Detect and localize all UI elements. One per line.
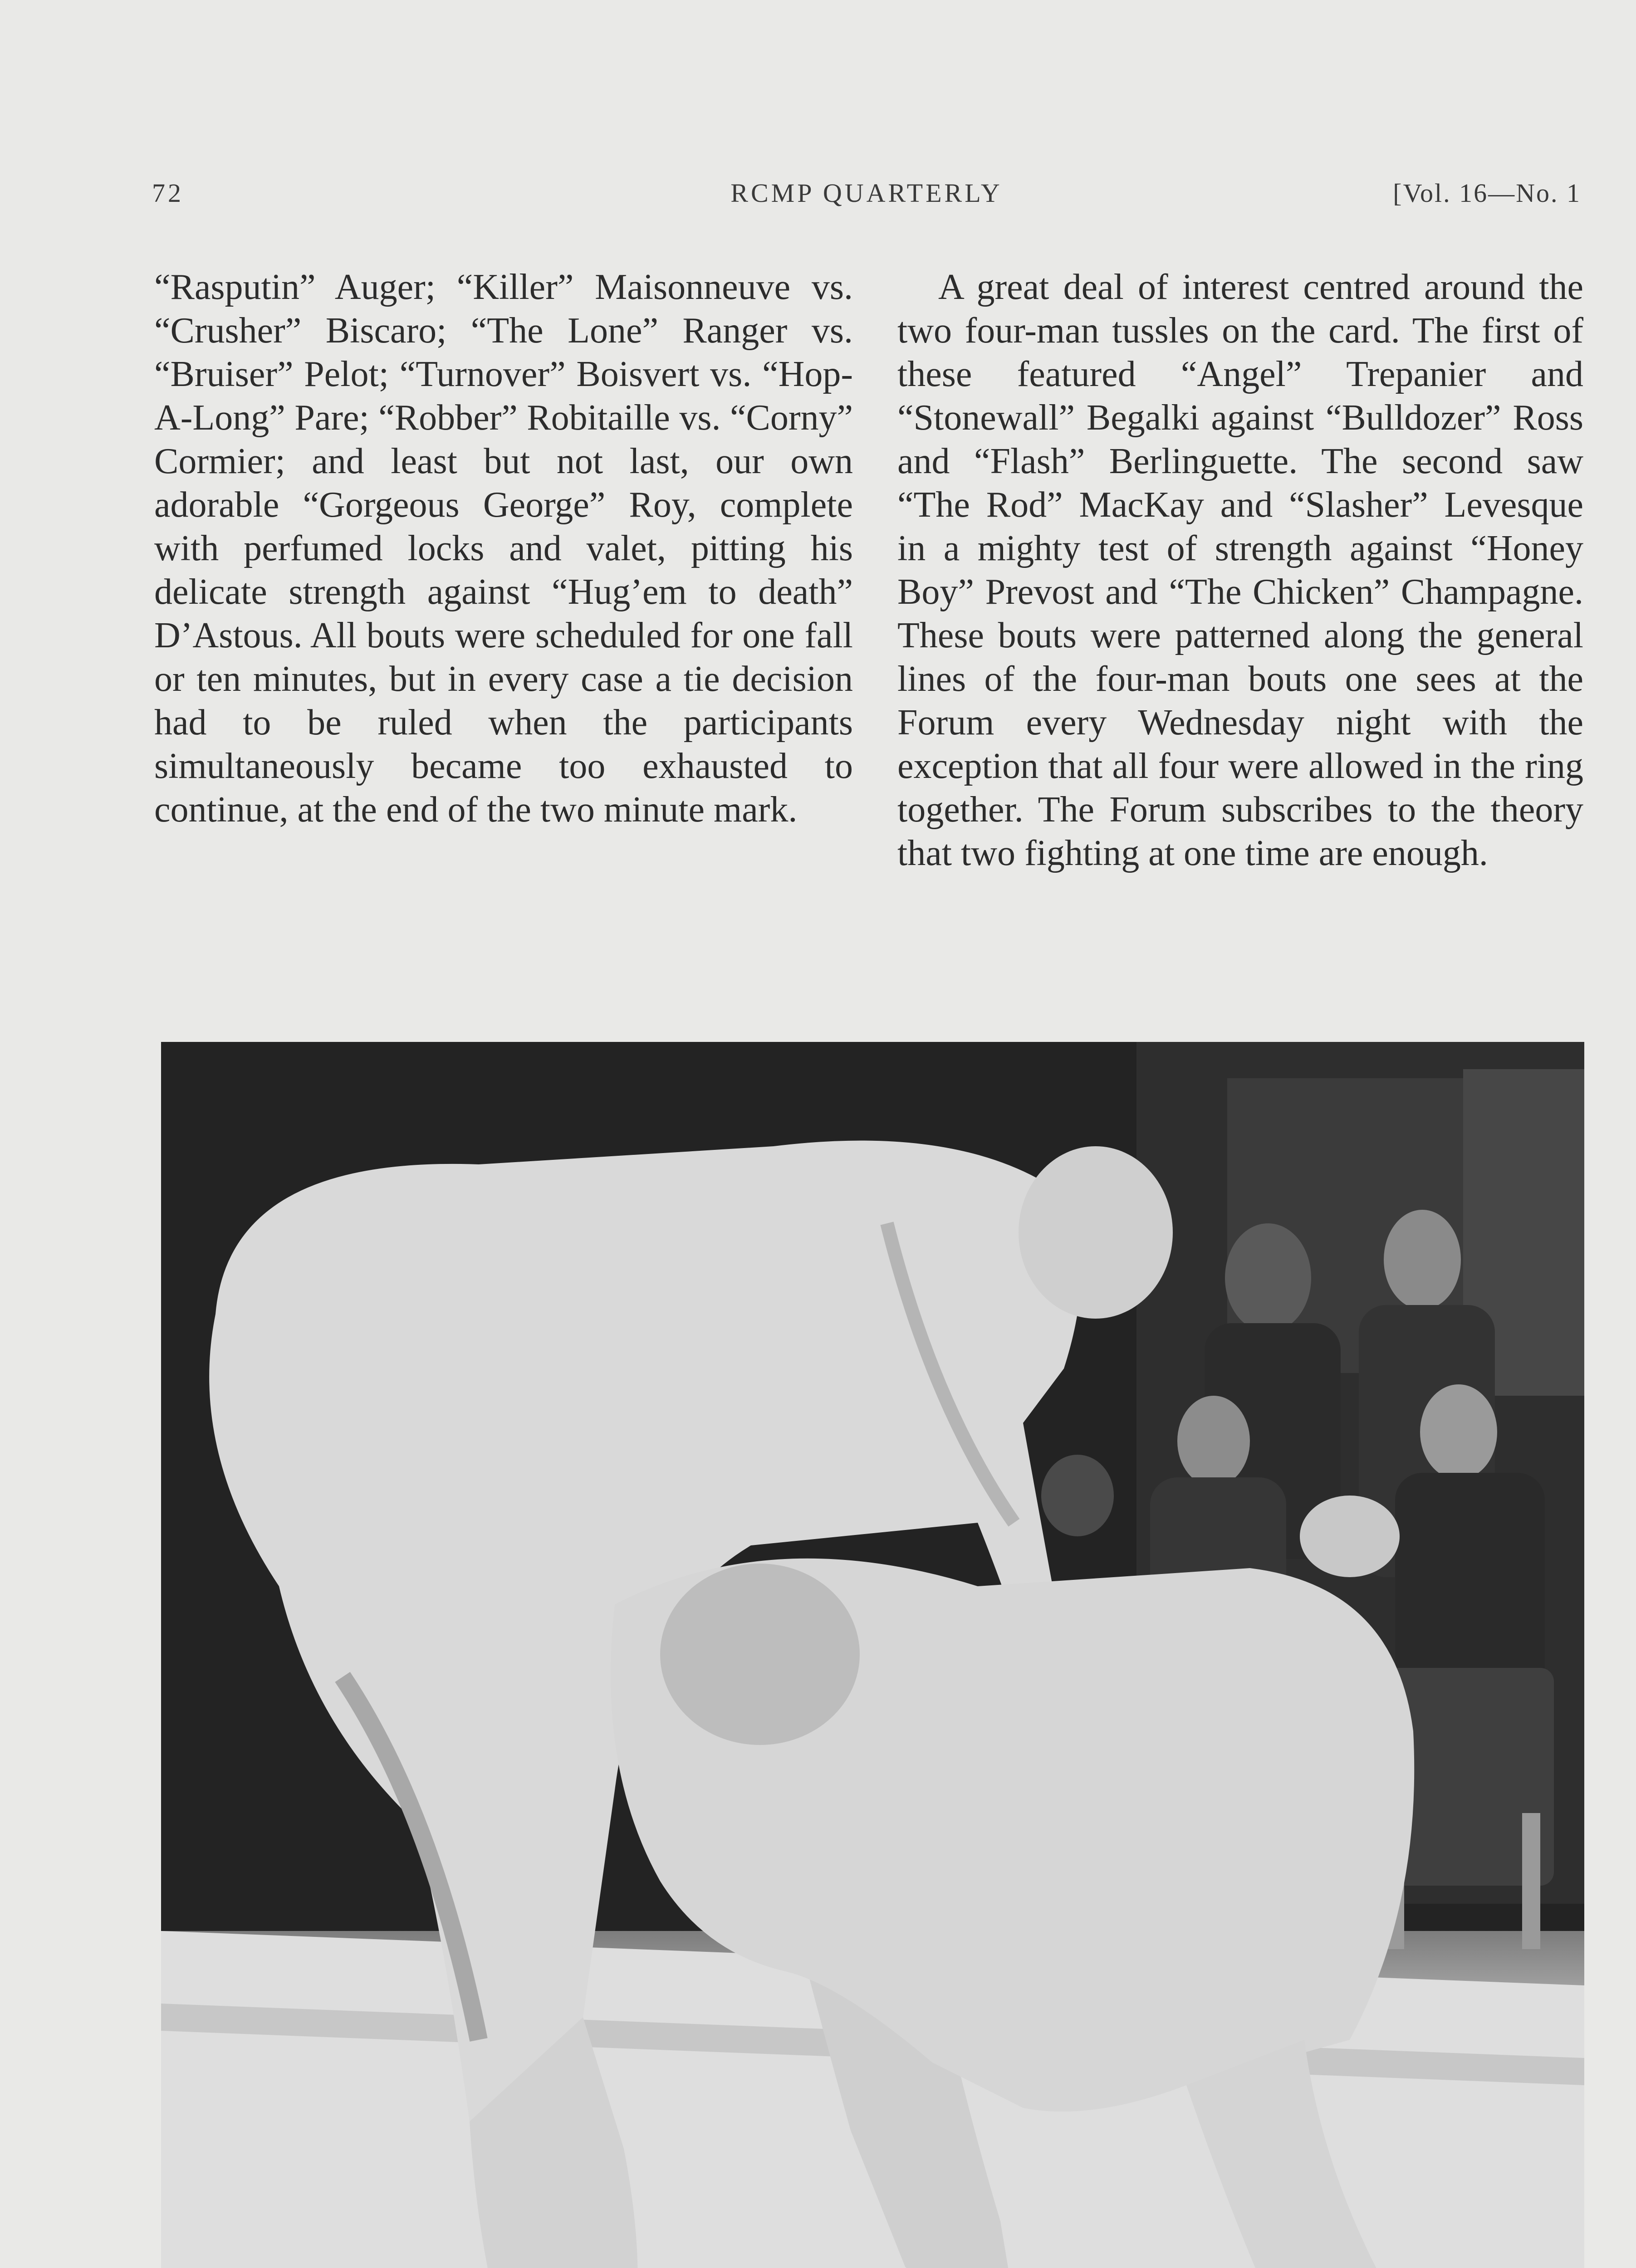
page-header [152,178,1581,219]
issue-label: [Vol. 16—No. 1 [1393,178,1581,208]
running-title: RCMP QUARTERLY [730,178,1003,208]
right-column-paragraph: A great deal of interest centred around the two four-man tussles on the card. The first of these featured “Angel” Trepanier and “Stonewall” Begalki against “Bulldozer” Ross and “Flash” Berlinguette. The second saw “The Rod” MacKay and “Slasher” Levesque in a mighty test of strength against “Honey Boy” Prevost and “The Chicken” Champagne. These bouts were patterned along the general lines of the four-man bouts one sees at the Forum every Wednesday night with the exception that all four were allowed in the ring together. The Forum subscribes to the theory that two fighting at one time are enough. [897,267,1583,873]
left-column-paragraph: “Rasputin” Auger; “Killer” Maisonneuve vs. “Crusher” Biscaro; “The Lone” Ranger vs. “Bruiser” Pelot; “Turnover” Boisvert vs. “Hop-A-Long” Pare; “Robber” Robitaille vs. “Corny” Cormier; and least but not last, our own adorable “Gorgeous George” Roy, complete with perfumed locks and valet, pitting his delicate strength against “Hug’em to death” D’Astous. All bouts were scheduled for one fall or ten minutes, but in every case a tie decision had to be ruled when the participants simultaneously became too exhausted to continue, at the end of the two minute mark. [154,267,853,830]
page-number: 72 [152,178,184,208]
right-text-column [897,265,1583,875]
wrestling-photo-illustration [161,1042,1584,2268]
wrestling-photo [161,1042,1584,2268]
left-text-column [154,265,853,831]
